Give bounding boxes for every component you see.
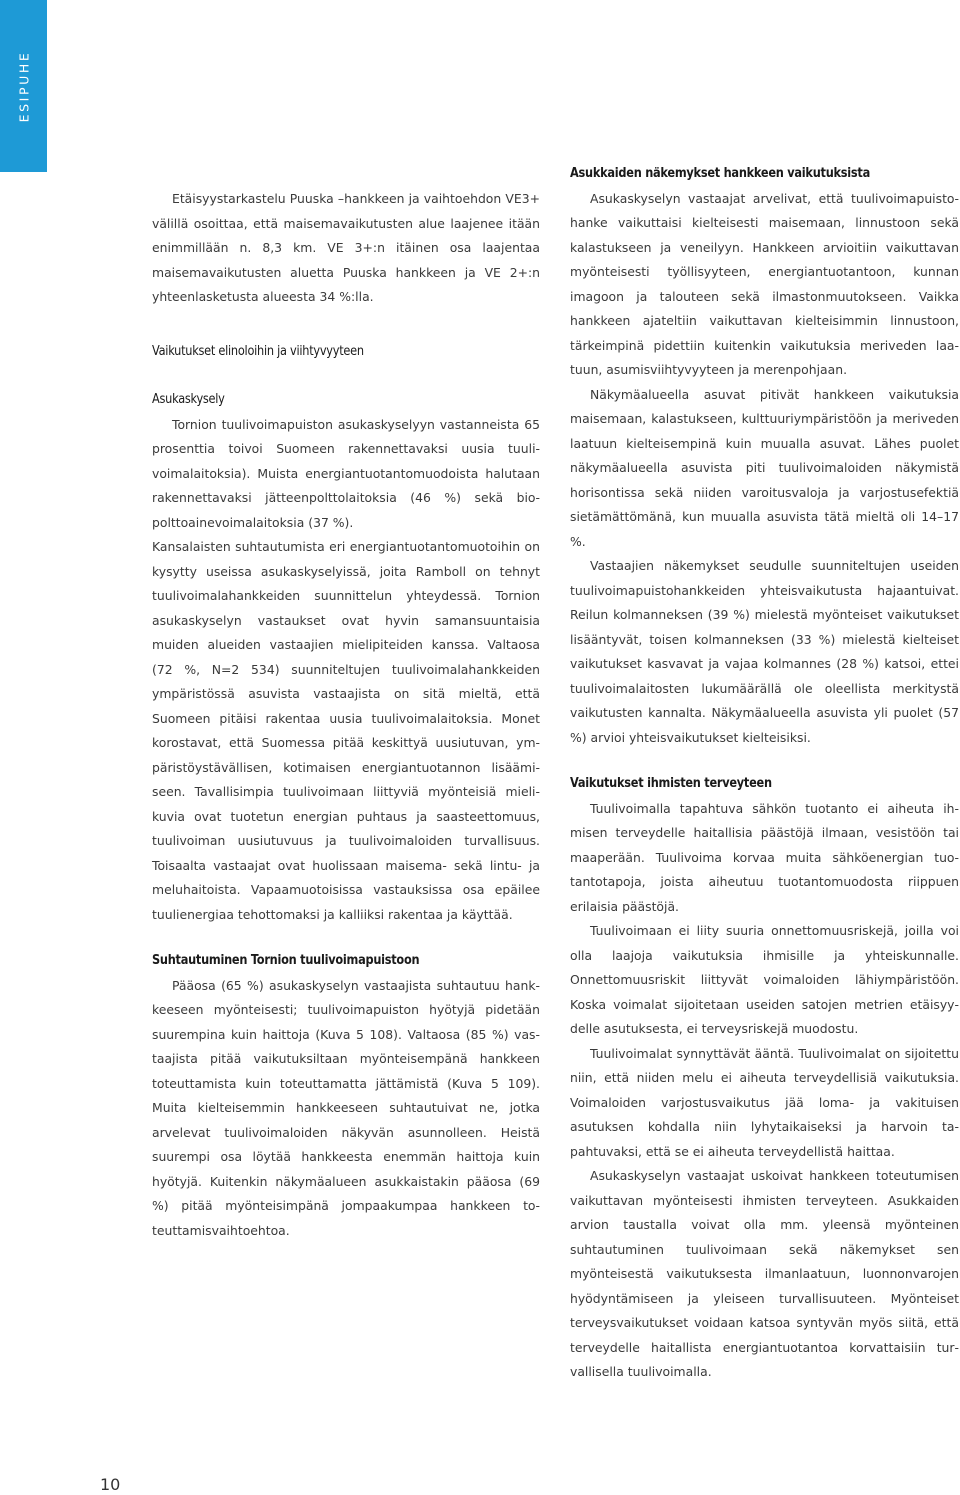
survey-paragraph-2: Kansalaisten suhtautumista eri energiantuotantomuotoihin on kysytty useissa asukaskyselyissä, joita Ramboll on tehnyt tuulivoimalahankkeiden suunnittelun yhteydessä. Tornion asukaskyselyn vastaukset ovat hyvin samansuuntaisia muiden alueiden vastaajien mielipiteiden kanssa. Valtaosa (72 %, N=2 534) suunniteltujen tuulivoimalahankkeiden ympäristössä asuvista vastaajista on sitä mieltä, että Suomeen pitäisi rakentaa uusia tuulivoimalaitoksia. Monet korostavat, että Suomessa pitää keskittyä uusiutuvan, ympäristöystävällisen, kotimaisen energiantuotannon lisäämiseen. Tavallisimpia tuulivoimaan liittyviä myönteisiä mielikuvia ovat tuotetun energian puhtaus ja saasteettomuus, tuulivoiman uusiutuvuus ja tuulivoimaloiden turvallisuus. Toisaalta vastaajat ovat huolissaan maisema- sekä lintu- ja meluhaitoista. Vapaamuotoisissa vastauksissa osa epäilee tuulienergiaa tehottomaksi ja kalliiksi rakentaa ja käyttää.: [152, 539, 540, 922]
subheading-attitude: Suhtautuminen Tornion tuulivoimapuistoon: [152, 953, 420, 968]
intro-paragraph: Etäisyystarkastelu Puuska –hankkeen ja vaihtoehdon VE3+ välillä osoittaa, että maisemavaikutusten alue laajenee itään enimmillään n. 8,3 km. VE 3+:n itäinen osa laajentaa maisemavaikutusten aluetta Puuska hankkeen ja VE 2+:n yhteenlasketusta alueesta 34 %:lla.: [152, 191, 540, 304]
section-label-text: ESIPUHE: [16, 50, 31, 122]
views-paragraph-2: Näkymäalueella asuvat pitivät hankkeen vaikutuksia maisemaan, kalastukseen, kulttuuriympäristöön ja meriveden laatuun kielteisempinä kuin muualla asuvat. Lähes puolet näkymäalueella asuvista piti tuulivoimaloiden näkymistä horisontissa sekä niiden varoitusvaloja ja varjostusefektiä sietämättömänä, kun muualla asuvista tätä mieltä oli 14–17 %.: [570, 386, 959, 549]
attitude-paragraph: Pääosa (65 %) asukaskyselyn vastaajista suhtautuu hankkeeseen myönteisesti; tuulivoimapuiston hyötyjä pidetään suurempina kuin haittoja (Kuva 5 108). Valtaosa (85 %) vastaajista pitää vaikutuksiltaan myönteisempänä hankkeen toteuttamista kuin toteuttamatta jättämistä (Kuva 5 109). Muita kielteisemmin hankkeeseen suhtautuivat ne, jotka arvelevat tuulivoimaloiden näkyvän asunnolleen. Heistä suurempi osa löytää hankkeesta enemmän haittoja kuin hyötyjä. Kuitenkin näkymäalueen asukkaistakin pääosa (69 %) pitää myönteisimpänä jompaakumpaa hankkeen toteuttamisvaihtoehtoa.: [152, 977, 540, 1238]
left-column: [152, 187, 540, 1243]
views-paragraph-3: Vastaajien näkemykset seudulle suunniteltujen useiden tuulivoimapuistohankkeiden yhteisvaikutusta hajaantuivat. Reilun kolmanneksen (39 %) mielestä myönteiset vaikutukset lisääntyvät, toisen kolmanneksen (33 %) mielestä kielteiset vaikutukset kasvavat ja vajaa kolmannes (28 %) katsoi, ettei tuulivoimalaitosten lukumäärällä ole oleellista merkitystä vaikutusten kannalta. Näkymäalueella asuvista yli puolet (57 %) arvioi yhteisvaikutukset kielteisiksi.: [570, 558, 959, 745]
health-paragraph-1: Tuulivoimalla tapahtuva sähkön tuotanto ei aiheuta ihmisen terveydelle haitallisia päästöjä ilmaan, vesistöön tai maaperään. Tuulivoima korvaa muita sähköenergian tuotantotapoja, joista aiheutuu tuotantomuodosta riippuen erilaisia päästöjä.: [570, 800, 959, 914]
subheading-resident-views: Asukkaiden näkemykset hankkeen vaikutuksista: [570, 166, 870, 181]
right-column: [570, 162, 959, 1385]
page-number: 10: [100, 1475, 121, 1494]
survey-paragraph-1: Tornion tuulivoimapuiston asukaskyselyyn vastanneista 65 prosenttia toivoi Suomeen rakennettavaksi uusia tuulivoimalaitoksia). Muista energiantuotantomuodoista halutaan rakennettavaksi jätteenpolttolaitoksia (46 %) sekä biopolttoainevoimalaitoksia (37 %).: [152, 416, 540, 530]
section-label: [0, 0, 47, 172]
subheading-health-effects: Vaikutukset ihmisten terveyteen: [570, 776, 772, 791]
section-heading-living-conditions: Vaikutukset elinoloihin ja viihtyvyyteen: [152, 343, 364, 359]
health-paragraph-4: Asukaskyselyn vastaajat uskoivat hankkeen toteutumisen vaikuttavan myönteisesti ihmisten terveyteen. Asukkaiden arvion taustalla voivat olla mm. yleensä myönteinen suhtautuminen tuulivoimaan sekä näkemykset sen myönteisestä vaikutuksesta ilmanlaatuun, luonnonvarojen hyödyntämiseen ja yleiseen turvallisuuteen. Myönteiset terveysvaikutukset voidaan katsoa syntyvän myös siitä, että terveydelle haitallista energiantuotantoa korvattaisiin turvallisella tuulivoimalla.: [570, 1168, 959, 1379]
health-paragraph-2: Tuulivoimaan ei liity suuria onnettomuusriskejä, joilla voi olla laajoja vaikutuksia ihmisille ja yhteiskunnalle. Onnettomuusriskit liittyvät voimaloiden lähiympäristöön. Koska voimalat sijoitetaan useiden satojen metrien etäisyydelle asutuksesta, ei terveysriskejä muodostu.: [570, 923, 959, 1036]
subheading-resident-survey: Asukaskysely: [152, 392, 225, 407]
views-paragraph-1: Asukaskyselyn vastaajat arvelivat, että tuulivoimapuistohanke vaikuttaisi kielteisesti maisemaan, linnustoon sekä kalastukseen ja veneilyyn. Hankkeen arvioitiin vaikuttavan myönteisesti työllisyyteen, energiantuotantoon, kunnan imagoon ja talouteen sekä ilmastonmuutokseen. Vaikka hankkeen ajateltiin vaikuttavan kielteisimmin linnustoon, tärkeimpinä pidettiin kuitenkin vaikutuksia meriveden laatuun, asumisviihtyvyyteen ja merenpohjaan.: [570, 190, 959, 377]
health-paragraph-3: Tuulivoimalat synnyttävät ääntä. Tuulivoimalat on sijoitettu niin, että niiden melu ei aiheuta terveydellisiä vaikutuksia. Voimaloiden varjostusvaikutus jää loma- ja vakituisen asutuksen kohdalla niin lyhytaikaiseksi ja harvoin tapahtuvaksi, että se ei aiheuta terveydellistä haittaa.: [570, 1045, 959, 1159]
